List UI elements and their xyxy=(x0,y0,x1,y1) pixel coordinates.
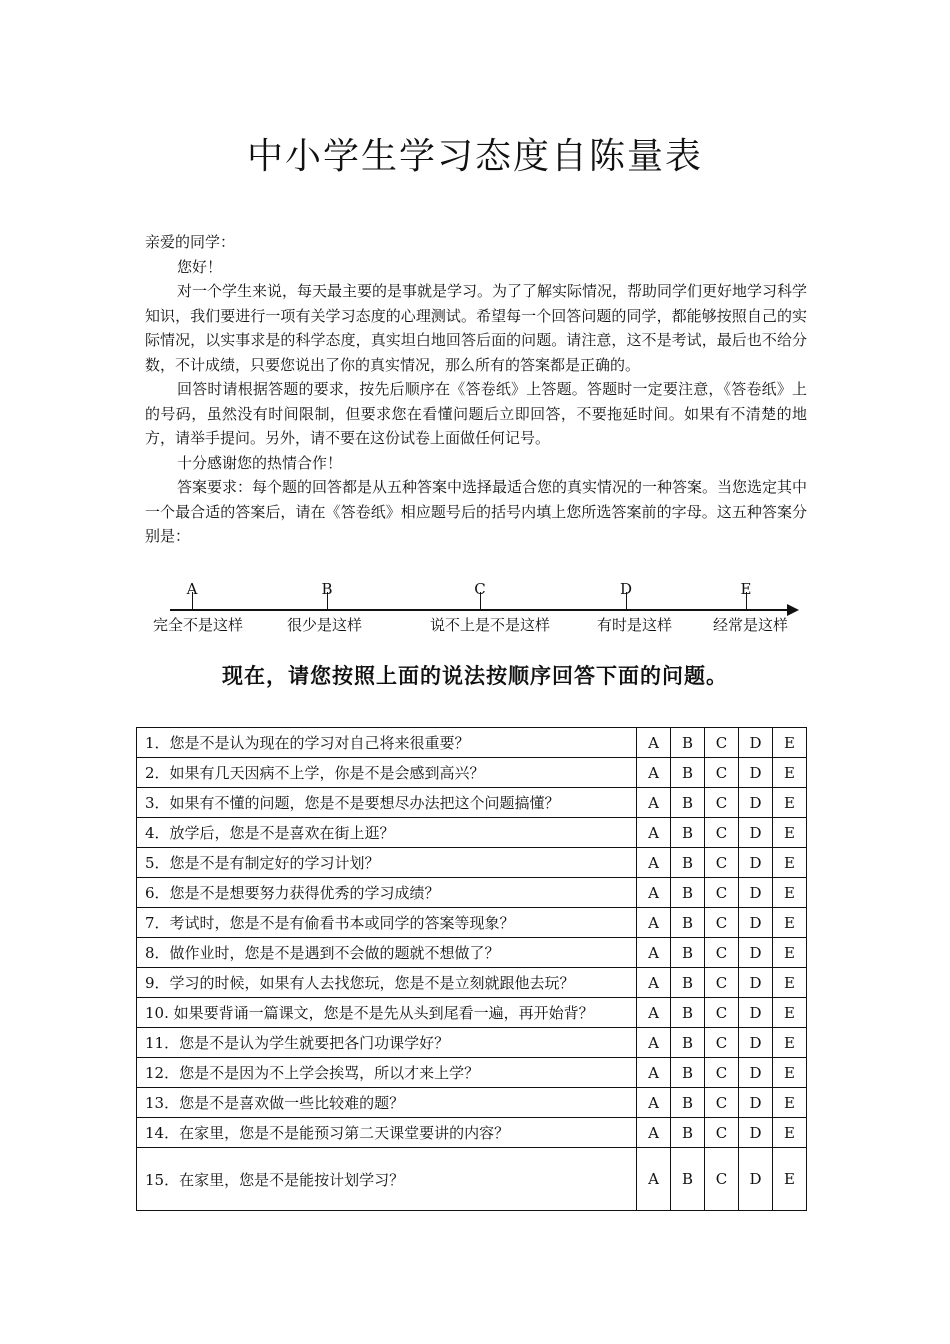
option-d[interactable]: D xyxy=(739,728,773,758)
option-b[interactable]: B xyxy=(671,938,705,968)
option-b[interactable]: B xyxy=(671,788,705,818)
scale-label-e: 经常是这样 xyxy=(713,616,789,634)
option-a[interactable]: A xyxy=(637,1028,671,1058)
question-row xyxy=(137,1118,807,1148)
question-row xyxy=(137,728,807,758)
option-b[interactable]: B xyxy=(671,1058,705,1088)
option-b[interactable]: B xyxy=(671,848,705,878)
option-d[interactable]: D xyxy=(739,1028,773,1058)
question-row xyxy=(137,788,807,818)
option-d[interactable]: D xyxy=(739,998,773,1028)
option-a[interactable]: A xyxy=(637,788,671,818)
option-b[interactable]: B xyxy=(671,818,705,848)
option-d[interactable]: D xyxy=(739,1058,773,1088)
scale-label-b: 很少是这样 xyxy=(287,616,363,634)
option-e[interactable]: E xyxy=(773,908,807,938)
intro-paragraph-1: 对一个学生来说，每天最主要的是事就是学习。为了了解实际情况，帮助同学们更好地学习科学知识，我们要进行一项有关学习态度的心理测试。希望每一个回答问题的同学，都能够按照自己的实际情况，以实事求是的科学态度，真实坦白地回答后面的问题。请注意，这不是考试，最后也不给分数，不计成绩，只要您说出了你的真实情况，那么所有的答案都是正确的。 xyxy=(145,282,808,374)
answer-requirements: 答案要求：每个题的回答都是从五种答案中选择最适合您的真实情况的一种答案。当您选定其中一个最合适的答案后，请在《答卷纸》相应题号后的括号内填上您所选答案前的字母。这五种答案分别是： xyxy=(145,478,808,545)
question-row xyxy=(137,968,807,998)
option-a[interactable]: A xyxy=(637,758,671,788)
option-b[interactable]: B xyxy=(671,728,705,758)
option-c[interactable]: C xyxy=(705,1028,739,1058)
scale-arrow-icon xyxy=(787,604,799,616)
scale-label-c: 说不上是不是这样 xyxy=(430,616,551,634)
option-a[interactable]: A xyxy=(637,908,671,938)
option-a[interactable]: A xyxy=(637,938,671,968)
question-row xyxy=(137,758,807,788)
scale-letter-e: E xyxy=(740,580,752,598)
intro-section xyxy=(145,230,807,549)
scale-letter-d: D xyxy=(619,580,633,598)
question-text: 14．在家里，您是不是能预习第二天课堂要讲的内容？ xyxy=(137,1118,637,1148)
question-text: 3．如果有不懂的问题，您是不是要想尽办法把这个问题搞懂？ xyxy=(137,788,637,818)
option-c[interactable]: C xyxy=(705,878,739,908)
option-e[interactable]: E xyxy=(773,1118,807,1148)
question-text: 10. 如果要背诵一篇课文，您是不是先从头到尾看一遍，再开始背？ xyxy=(137,998,637,1028)
option-e[interactable]: E xyxy=(773,788,807,818)
option-d[interactable]: D xyxy=(739,788,773,818)
option-a[interactable]: A xyxy=(637,1148,671,1211)
option-e[interactable]: E xyxy=(773,878,807,908)
option-e[interactable]: E xyxy=(773,1028,807,1058)
question-text: 1．您是不是认为现在的学习对自己将来很重要？ xyxy=(137,728,637,758)
scale-letter-b: B xyxy=(321,580,333,598)
question-text: 12．您是不是因为不上学会挨骂，所以才来上学？ xyxy=(137,1058,637,1088)
question-text: 2．如果有几天因病不上学，你是不是会感到高兴？ xyxy=(137,758,637,788)
option-c[interactable]: C xyxy=(705,968,739,998)
question-row xyxy=(137,878,807,908)
option-c[interactable]: C xyxy=(705,818,739,848)
question-text: 6．您是不是想要努力获得优秀的学习成绩？ xyxy=(137,878,637,908)
option-e[interactable]: E xyxy=(773,818,807,848)
option-b[interactable]: B xyxy=(671,1118,705,1148)
option-d[interactable]: D xyxy=(739,908,773,938)
option-c[interactable]: C xyxy=(705,908,739,938)
instruction-heading: 现在，请您按照上面的说法按顺序回答下面的问题。 xyxy=(222,664,728,688)
question-text: 4．放学后，您是不是喜欢在街上逛？ xyxy=(137,818,637,848)
option-b[interactable]: B xyxy=(671,758,705,788)
option-b[interactable]: B xyxy=(671,1088,705,1118)
scale-letter-c: C xyxy=(474,580,486,598)
option-c[interactable]: C xyxy=(705,938,739,968)
option-a[interactable]: A xyxy=(637,968,671,998)
option-b[interactable]: B xyxy=(671,908,705,938)
intro-paragraph-2: 回答时请根据答题的要求，按先后顺序在《答卷纸》上答题。答题时一定要注意，《答卷纸》上的号码，虽然没有时间限制，但要求您在看懂问题后立即回答，不要拖延时间。如果有不清楚的地方，请举手提问。另外，请不要在这份试卷上面做任何记号。 xyxy=(145,380,807,447)
question-text: 15．在家里，您是不是能按计划学习？ xyxy=(137,1148,637,1211)
question-row xyxy=(137,998,807,1028)
page-title: 中小学生学习态度自陈量表 xyxy=(246,136,703,177)
option-e[interactable]: E xyxy=(773,758,807,788)
option-a[interactable]: A xyxy=(637,728,671,758)
question-row xyxy=(137,1148,807,1211)
question-row xyxy=(137,818,807,848)
option-b[interactable]: B xyxy=(671,1028,705,1058)
option-c[interactable]: C xyxy=(705,848,739,878)
scale-letter-a: A xyxy=(186,580,198,598)
question-row xyxy=(137,1058,807,1088)
option-c[interactable]: C xyxy=(705,1118,739,1148)
question-row xyxy=(137,938,807,968)
question-text: 8．做作业时，您是不是遇到不会做的题就不想做了？ xyxy=(137,938,637,968)
option-c[interactable]: C xyxy=(705,998,739,1028)
option-a[interactable]: A xyxy=(637,998,671,1028)
option-d[interactable]: D xyxy=(739,1088,773,1118)
answer-scale xyxy=(145,580,807,640)
option-c[interactable]: C xyxy=(705,1088,739,1118)
option-a[interactable]: A xyxy=(637,818,671,848)
option-d[interactable]: D xyxy=(739,848,773,878)
option-d[interactable]: D xyxy=(739,878,773,908)
option-c[interactable]: C xyxy=(705,728,739,758)
option-c[interactable]: C xyxy=(705,788,739,818)
question-row xyxy=(137,1028,807,1058)
scale-label-d: 有时是这样 xyxy=(597,616,673,634)
option-d[interactable]: D xyxy=(739,938,773,968)
option-b[interactable]: B xyxy=(671,998,705,1028)
option-e[interactable]: E xyxy=(773,998,807,1028)
questionnaire-table xyxy=(136,727,807,1211)
option-e[interactable]: E xyxy=(773,1088,807,1118)
option-b[interactable]: B xyxy=(671,878,705,908)
option-d[interactable]: D xyxy=(739,758,773,788)
question-text: 9．学习的时候，如果有人去找您玩，您是不是立刻就跟他去玩？ xyxy=(137,968,637,998)
question-row xyxy=(137,1088,807,1118)
option-b[interactable]: B xyxy=(671,968,705,998)
option-a[interactable]: A xyxy=(637,848,671,878)
option-d[interactable]: D xyxy=(739,968,773,998)
option-e[interactable]: E xyxy=(773,848,807,878)
option-a[interactable]: A xyxy=(637,1058,671,1088)
question-text: 5．您是不是有制定好的学习计划？ xyxy=(137,848,637,878)
question-text: 13．您是不是喜欢做一些比较难的题？ xyxy=(137,1088,637,1118)
option-c[interactable]: C xyxy=(705,1058,739,1088)
question-text: 11．您是不是认为学生就要把各门功课学好？ xyxy=(137,1028,637,1058)
option-b[interactable]: B xyxy=(671,1148,705,1211)
question-row xyxy=(137,848,807,878)
question-text: 7．考试时，您是不是有偷看书本或同学的答案等现象？ xyxy=(137,908,637,938)
option-a[interactable]: A xyxy=(637,1118,671,1148)
option-d[interactable]: D xyxy=(739,1118,773,1148)
thanks-line: 十分感谢您的热情合作！ xyxy=(177,453,343,472)
option-a[interactable]: A xyxy=(637,878,671,908)
option-e[interactable]: E xyxy=(773,1148,807,1211)
option-d[interactable]: D xyxy=(739,818,773,848)
option-e[interactable]: E xyxy=(773,728,807,758)
question-row xyxy=(137,908,807,938)
option-c[interactable]: C xyxy=(705,758,739,788)
scale-label-a: 完全不是这样 xyxy=(153,616,244,634)
option-a[interactable]: A xyxy=(637,1088,671,1118)
option-c[interactable]: C xyxy=(705,1148,739,1211)
option-e[interactable]: E xyxy=(773,968,807,998)
option-d[interactable]: D xyxy=(739,1148,773,1211)
option-e[interactable]: E xyxy=(773,938,807,968)
greeting: 您好！ xyxy=(177,257,223,276)
salutation: 亲爱的同学： xyxy=(145,233,236,251)
option-e[interactable]: E xyxy=(773,1058,807,1088)
